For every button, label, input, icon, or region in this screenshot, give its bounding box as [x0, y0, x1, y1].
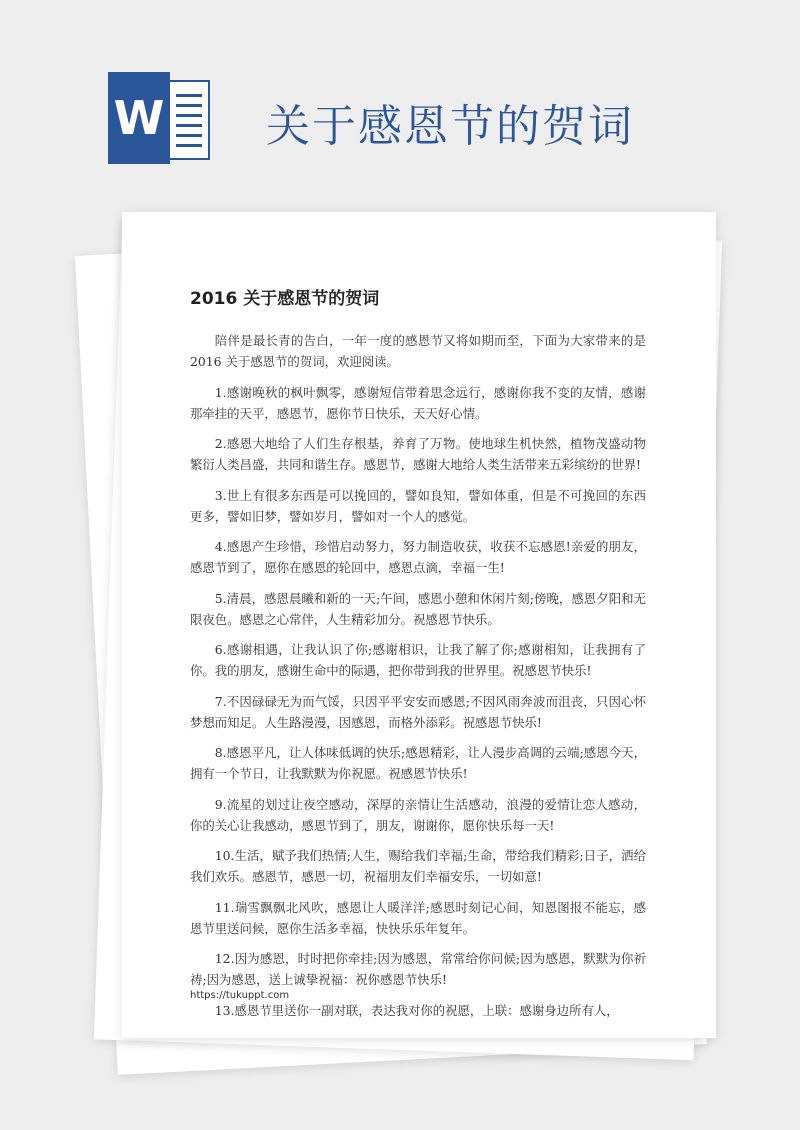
- greeting-paragraph: 10.生活，赋予我们热情;人生，赐给我们幸福;生命，带给我们精彩;日子，洒给我们欢乐。感恩节，感恩一切，祝福朋友们幸福安乐，一切如意!: [190, 848, 646, 884]
- word-w-badge: W: [108, 72, 170, 164]
- greeting-paragraph: 11.瑞雪飘飘北风吹，感恩让人暖洋洋;感恩时刻记心间，知恩图报不能忘，感恩节里送问候，愿你生活多幸福，快快乐乐年复年。: [190, 899, 646, 936]
- paragraph-list: [190, 330, 646, 1030]
- greeting-paragraph: 12.因为感恩，时时把你牵挂;因为感恩，常常给你问候;因为感恩，默默为你祈祷;因为感恩，送上诚挚祝福：祝你感恩节快乐!: [190, 951, 646, 987]
- greeting-paragraph: 2.感恩大地给了人们生存根基，养育了万物。使地球生机快然，植物茂盛动物繁衍人类昌盛，共同和谐生存。感恩节，感谢大地给人类生活带来五彩缤纷的世界!: [190, 436, 646, 472]
- footer-url: https://tukuppt.com: [190, 990, 290, 1001]
- greeting-paragraph: 4.感恩产生珍惜，珍惜启动努力，努力制造收获，收获不忘感恩!亲爱的朋友，感恩节到了，愿你在感恩的轮回中，感恩点滴，幸福一生!: [190, 539, 646, 575]
- greeting-paragraph: 8.感恩平凡，让人体味低调的快乐;感恩精彩，让人漫步高调的云端;感恩今天，拥有一个节日，让我默默为你祝愿。祝感恩节快乐!: [190, 745, 646, 781]
- intro-paragraph: 陪伴是最长青的告白，一年一度的感恩节又将如期而至，下面为大家带来的是 2016 关于感恩节的贺词，欢迎阅读。: [190, 333, 646, 369]
- word-document-icon: [108, 72, 212, 164]
- greeting-paragraph: 13.感恩节里送你一副对联，表达我对你的祝愿，上联：感谢身边所有人，: [214, 1002, 619, 1018]
- document-title: 2016 关于感恩节的贺词: [190, 289, 380, 309]
- greeting-paragraph: 1.感谢晚秋的枫叶飘零，感谢短信带着思念远行，感谢你我不变的友情，感谢那牵挂的天平，感恩节，愿你节日快乐，天天好心情。: [190, 384, 646, 421]
- greeting-paragraph: 7.不因碌碌无为而气馁，只因平平安安而感恩;不因风雨奔波而沮丧，只因心怀梦想而知足。人生路漫漫，因感恩，而格外添彩。祝感恩节快乐!: [190, 693, 646, 730]
- page-title: 关于感恩节的贺词: [266, 101, 634, 152]
- document-page: [122, 212, 716, 1038]
- header-banner: [0, 0, 800, 200]
- greeting-paragraph: 5.清晨，感恩晨曦和新的一天;午间，感恩小憩和休闲片刻;傍晚，感恩夕阳和无限夜色。感恩之心常伴，人生精彩加分。祝感恩节快乐。: [190, 590, 646, 627]
- greeting-paragraph: 6.感谢相遇，让我认识了你;感谢相识，让我了解了你;感谢相知，让我拥有了你。我的朋友，感谢生命中的际遇，把你带到我的世界里。祝感恩节快乐!: [190, 642, 646, 678]
- greeting-paragraph: 9.流星的划过让夜空感动，深厚的亲情让生活感动，浪漫的爱情让恋人感动，你的关心让我感动，感恩节到了，朋友，谢谢你，愿你快乐每一天!: [190, 796, 646, 833]
- greeting-paragraph: 3.世上有很多东西是可以挽回的，譬如良知，譬如体重，但是不可挽回的东西更多，譬如旧梦，譬如岁月，譬如对一个人的感觉。: [190, 487, 646, 524]
